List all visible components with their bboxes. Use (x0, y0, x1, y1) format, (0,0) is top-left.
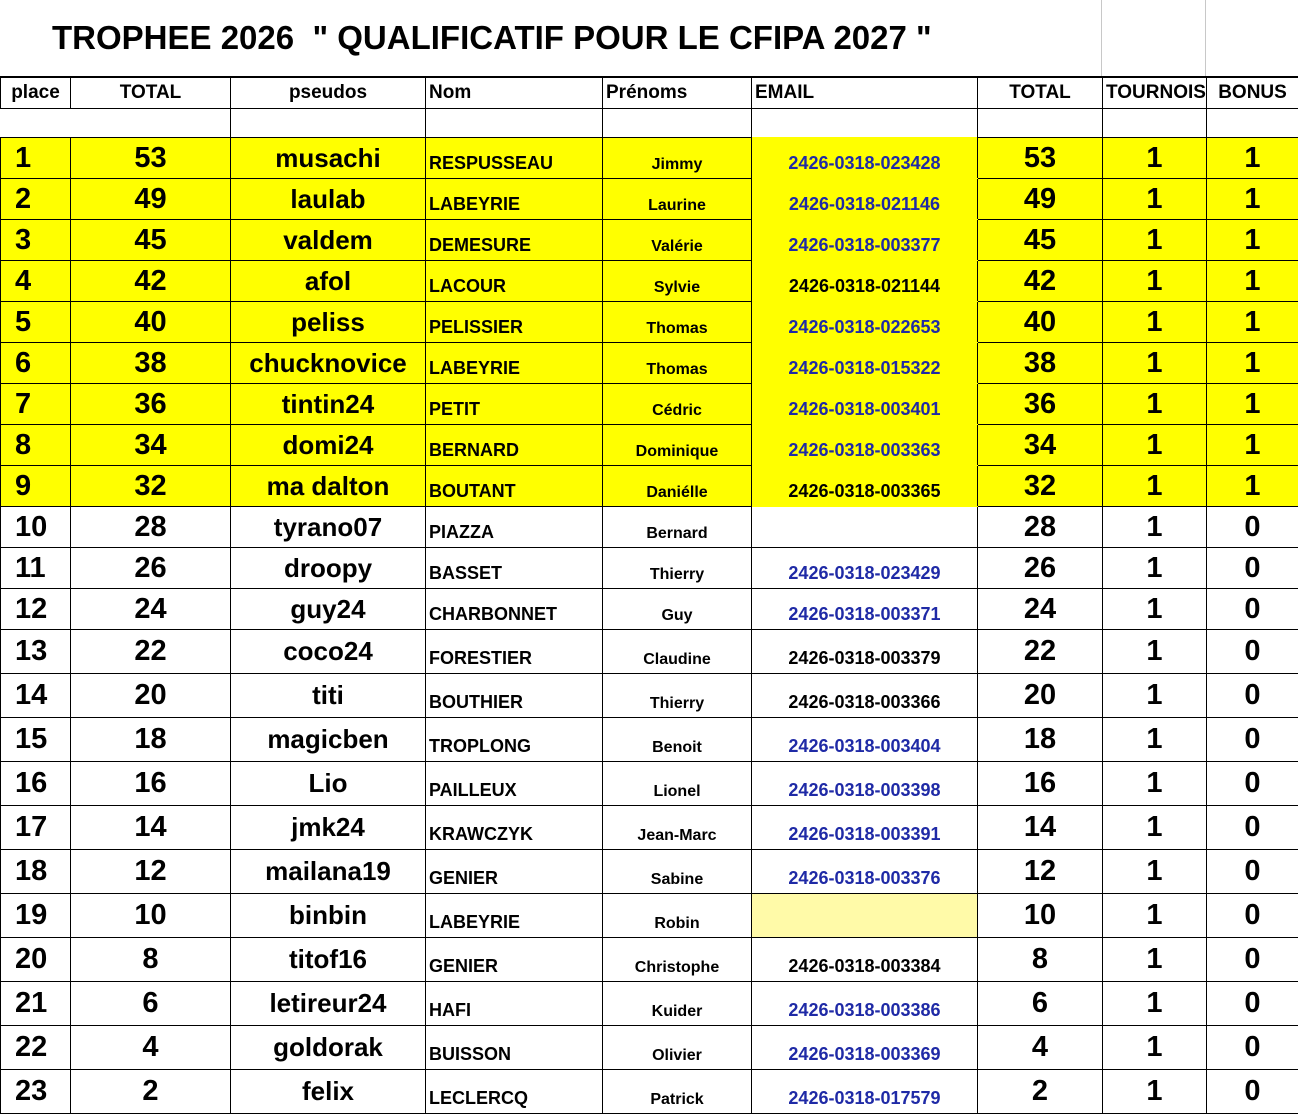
cell-bonus: 1 (1207, 302, 1298, 343)
cell-total-2: 2 (978, 1070, 1103, 1114)
cell-prenom: Jimmy (603, 138, 752, 179)
table-row (1, 548, 1298, 589)
cell-nom: BOUTHIER (426, 674, 603, 718)
cell-tournois: 1 (1103, 220, 1207, 261)
cell-email: 2426-0318-003391 (752, 806, 978, 850)
cell-total-2: 4 (978, 1026, 1103, 1070)
cell-nom: FORESTIER (426, 630, 603, 674)
cell-prenom: Thierry (603, 548, 752, 589)
cell-place: 10 (1, 507, 71, 548)
table-row (1, 674, 1298, 718)
cell-place: 13 (1, 630, 71, 674)
cell-nom: TROPLONG (426, 718, 603, 762)
cell-place: 9 (1, 466, 71, 507)
cell-tournois: 1 (1103, 466, 1207, 507)
cell-pseudo: domi24 (231, 425, 426, 466)
cell-prenom: Thierry (603, 674, 752, 718)
cell-prenom: Cédric (603, 384, 752, 425)
spacer-cell (752, 109, 978, 138)
cell-email: 2426-0318-003363 (752, 425, 978, 466)
cell-prenom: Benoit (603, 718, 752, 762)
table-row (1, 589, 1298, 630)
cell-total: 8 (71, 938, 231, 982)
page-title: TROPHEE 2026 " QUALIFICATIF POUR LE CFIPA 2027 " (0, 0, 1100, 76)
cell-tournois: 1 (1103, 425, 1207, 466)
cell-nom: KRAWCZYK (426, 806, 603, 850)
cell-tournois: 1 (1103, 938, 1207, 982)
cell-email: 2426-0318-003365 (752, 466, 978, 507)
cell-tournois: 1 (1103, 343, 1207, 384)
cell-nom: BASSET (426, 548, 603, 589)
cell-prenom: Thomas (603, 302, 752, 343)
cell-tournois: 1 (1103, 1070, 1207, 1114)
cell-email: 2426-0318-017579 (752, 1070, 978, 1114)
table-row (1, 850, 1298, 894)
cell-total-2: 6 (978, 982, 1103, 1026)
cell-tournois: 1 (1103, 261, 1207, 302)
cell-total: 4 (71, 1026, 231, 1070)
cell-total: 24 (71, 589, 231, 630)
header-tournois: TOURNOIS (1103, 77, 1207, 109)
cell-total: 26 (71, 548, 231, 589)
table-row (1, 507, 1298, 548)
header-total-2: TOTAL (978, 77, 1103, 109)
cell-total: 16 (71, 762, 231, 806)
cell-place: 6 (1, 343, 71, 384)
table-row (1, 630, 1298, 674)
cell-email: 2426-0318-023428 (752, 138, 978, 179)
cell-total: 18 (71, 718, 231, 762)
top-grid-line (1101, 0, 1102, 76)
cell-pseudo: guy24 (231, 589, 426, 630)
cell-tournois: 1 (1103, 179, 1207, 220)
cell-place: 12 (1, 589, 71, 630)
cell-total: 45 (71, 220, 231, 261)
cell-total: 22 (71, 630, 231, 674)
cell-pseudo: chucknovice (231, 343, 426, 384)
cell-email: 2426-0318-003377 (752, 220, 978, 261)
cell-email: 2426-0318-023429 (752, 548, 978, 589)
table-row (1, 343, 1298, 384)
cell-place: 20 (1, 938, 71, 982)
cell-prenom: Guy (603, 589, 752, 630)
table-row (1, 179, 1298, 220)
cell-total-2: 28 (978, 507, 1103, 548)
cell-bonus: 0 (1207, 850, 1298, 894)
cell-pseudo: Lio (231, 762, 426, 806)
cell-total: 2 (71, 1070, 231, 1114)
table-row (1, 384, 1298, 425)
cell-tournois: 1 (1103, 630, 1207, 674)
cell-total: 42 (71, 261, 231, 302)
cell-total-2: 40 (978, 302, 1103, 343)
table-row (1, 220, 1298, 261)
cell-prenom: Dominique (603, 425, 752, 466)
cell-email (752, 894, 978, 938)
cell-email: 2426-0318-022653 (752, 302, 978, 343)
cell-email: 2426-0318-003379 (752, 630, 978, 674)
cell-total-2: 20 (978, 674, 1103, 718)
cell-prenom: Valérie (603, 220, 752, 261)
cell-nom: PETIT (426, 384, 603, 425)
cell-pseudo: tintin24 (231, 384, 426, 425)
spacer-cell (1, 109, 71, 138)
cell-email: 2426-0318-003401 (752, 384, 978, 425)
cell-bonus: 1 (1207, 466, 1298, 507)
header-total: TOTAL (71, 77, 231, 109)
cell-email: 2426-0318-015322 (752, 343, 978, 384)
cell-total: 36 (71, 384, 231, 425)
cell-total-2: 26 (978, 548, 1103, 589)
header-place: place (1, 77, 71, 109)
cell-bonus: 0 (1207, 507, 1298, 548)
cell-place: 5 (1, 302, 71, 343)
cell-total: 6 (71, 982, 231, 1026)
cell-total: 40 (71, 302, 231, 343)
cell-place: 21 (1, 982, 71, 1026)
cell-bonus: 0 (1207, 1070, 1298, 1114)
cell-total: 32 (71, 466, 231, 507)
cell-place: 4 (1, 261, 71, 302)
cell-tournois: 1 (1103, 674, 1207, 718)
cell-place: 8 (1, 425, 71, 466)
cell-pseudo: goldorak (231, 1026, 426, 1070)
header-prenoms: Prénoms (603, 77, 752, 109)
table-row (1, 466, 1298, 507)
top-grid-line (1205, 0, 1206, 76)
cell-bonus: 0 (1207, 894, 1298, 938)
cell-bonus: 0 (1207, 589, 1298, 630)
cell-prenom: Sabine (603, 850, 752, 894)
spacer-cell (426, 109, 603, 138)
table-row (1, 1070, 1298, 1114)
cell-email: 2426-0318-021144 (752, 261, 978, 302)
header-nom: Nom (426, 77, 603, 109)
cell-tournois: 1 (1103, 507, 1207, 548)
cell-email: 2426-0318-021146 (752, 179, 978, 220)
cell-bonus: 1 (1207, 343, 1298, 384)
cell-prenom: Robin (603, 894, 752, 938)
cell-prenom: Patrick (603, 1070, 752, 1114)
cell-place: 11 (1, 548, 71, 589)
cell-pseudo: tyrano07 (231, 507, 426, 548)
cell-place: 19 (1, 894, 71, 938)
cell-pseudo: magicben (231, 718, 426, 762)
ranking-table (0, 76, 1298, 1114)
cell-email: 2426-0318-003369 (752, 1026, 978, 1070)
cell-total-2: 45 (978, 220, 1103, 261)
cell-pseudo: peliss (231, 302, 426, 343)
cell-prenom: Kuider (603, 982, 752, 1026)
cell-nom: PAILLEUX (426, 762, 603, 806)
cell-tournois: 1 (1103, 762, 1207, 806)
table-row (1, 138, 1298, 179)
cell-tournois: 1 (1103, 718, 1207, 762)
cell-total-2: 10 (978, 894, 1103, 938)
cell-email: 2426-0318-003366 (752, 674, 978, 718)
cell-email: 2426-0318-003376 (752, 850, 978, 894)
cell-bonus: 0 (1207, 548, 1298, 589)
spacer-cell (1207, 109, 1298, 138)
cell-total-2: 24 (978, 589, 1103, 630)
cell-prenom: Bernard (603, 507, 752, 548)
cell-nom: GENIER (426, 850, 603, 894)
cell-nom: LABEYRIE (426, 343, 603, 384)
cell-pseudo: felix (231, 1070, 426, 1114)
cell-pseudo: valdem (231, 220, 426, 261)
cell-tournois: 1 (1103, 589, 1207, 630)
cell-bonus: 1 (1207, 220, 1298, 261)
cell-tournois: 1 (1103, 806, 1207, 850)
cell-nom: HAFI (426, 982, 603, 1026)
cell-total-2: 14 (978, 806, 1103, 850)
cell-total: 38 (71, 343, 231, 384)
cell-total-2: 36 (978, 384, 1103, 425)
cell-total-2: 8 (978, 938, 1103, 982)
table-row (1, 894, 1298, 938)
table-row (1, 982, 1298, 1026)
cell-place: 17 (1, 806, 71, 850)
cell-pseudo: laulab (231, 179, 426, 220)
table-row (1, 302, 1298, 343)
cell-bonus: 1 (1207, 138, 1298, 179)
cell-email: 2426-0318-003384 (752, 938, 978, 982)
cell-prenom: Christophe (603, 938, 752, 982)
cell-total: 12 (71, 850, 231, 894)
cell-pseudo: titof16 (231, 938, 426, 982)
cell-place: 14 (1, 674, 71, 718)
cell-pseudo: letireur24 (231, 982, 426, 1026)
table-body (1, 109, 1298, 1114)
cell-nom: CHARBONNET (426, 589, 603, 630)
spacer-cell (978, 109, 1103, 138)
cell-tournois: 1 (1103, 982, 1207, 1026)
cell-bonus: 0 (1207, 806, 1298, 850)
cell-total: 53 (71, 138, 231, 179)
cell-place: 3 (1, 220, 71, 261)
cell-pseudo: musachi (231, 138, 426, 179)
cell-pseudo: droopy (231, 548, 426, 589)
cell-prenom: Jean-Marc (603, 806, 752, 850)
cell-total-2: 53 (978, 138, 1103, 179)
spacer-cell (1103, 109, 1207, 138)
cell-bonus: 0 (1207, 1026, 1298, 1070)
cell-tournois: 1 (1103, 894, 1207, 938)
cell-nom: DEMESURE (426, 220, 603, 261)
cell-total: 34 (71, 425, 231, 466)
table-row (1, 762, 1298, 806)
cell-place: 16 (1, 762, 71, 806)
cell-place: 18 (1, 850, 71, 894)
cell-pseudo: titi (231, 674, 426, 718)
cell-nom: PIAZZA (426, 507, 603, 548)
cell-place: 1 (1, 138, 71, 179)
cell-tournois: 1 (1103, 302, 1207, 343)
header-email: EMAIL (752, 77, 978, 109)
header-row (1, 77, 1298, 109)
cell-nom: BERNARD (426, 425, 603, 466)
spacer-row (1, 109, 1298, 138)
cell-bonus: 0 (1207, 938, 1298, 982)
cell-tournois: 1 (1103, 1026, 1207, 1070)
spacer-cell (603, 109, 752, 138)
cell-nom: RESPUSSEAU (426, 138, 603, 179)
cell-nom: LABEYRIE (426, 894, 603, 938)
cell-bonus: 1 (1207, 384, 1298, 425)
header-bonus: BONUS (1207, 77, 1298, 109)
spacer-cell (71, 109, 231, 138)
cell-total-2: 18 (978, 718, 1103, 762)
table-row (1, 425, 1298, 466)
cell-pseudo: jmk24 (231, 806, 426, 850)
cell-prenom: Olivier (603, 1026, 752, 1070)
cell-total: 49 (71, 179, 231, 220)
cell-prenom: Daniélle (603, 466, 752, 507)
cell-pseudo: afol (231, 261, 426, 302)
cell-tournois: 1 (1103, 384, 1207, 425)
cell-email: 2426-0318-003371 (752, 589, 978, 630)
cell-nom: PELISSIER (426, 302, 603, 343)
cell-prenom: Claudine (603, 630, 752, 674)
cell-nom: GENIER (426, 938, 603, 982)
cell-prenom: Sylvie (603, 261, 752, 302)
cell-total-2: 16 (978, 762, 1103, 806)
cell-place: 15 (1, 718, 71, 762)
cell-pseudo: binbin (231, 894, 426, 938)
cell-total-2: 34 (978, 425, 1103, 466)
cell-bonus: 0 (1207, 718, 1298, 762)
cell-nom: LABEYRIE (426, 179, 603, 220)
cell-total: 20 (71, 674, 231, 718)
spacer-cell (231, 109, 426, 138)
cell-pseudo: mailana19 (231, 850, 426, 894)
table-row (1, 806, 1298, 850)
cell-nom: BOUTANT (426, 466, 603, 507)
cell-tournois: 1 (1103, 138, 1207, 179)
cell-bonus: 1 (1207, 425, 1298, 466)
cell-total-2: 49 (978, 179, 1103, 220)
cell-pseudo: coco24 (231, 630, 426, 674)
cell-email: 2426-0318-003398 (752, 762, 978, 806)
cell-total-2: 32 (978, 466, 1103, 507)
cell-pseudo: ma dalton (231, 466, 426, 507)
cell-total: 14 (71, 806, 231, 850)
cell-total-2: 38 (978, 343, 1103, 384)
cell-nom: LECLERCQ (426, 1070, 603, 1114)
cell-bonus: 1 (1207, 179, 1298, 220)
cell-email: 2426-0318-003404 (752, 718, 978, 762)
cell-prenom: Thomas (603, 343, 752, 384)
cell-bonus: 0 (1207, 630, 1298, 674)
cell-bonus: 0 (1207, 982, 1298, 1026)
cell-email: 2426-0318-003386 (752, 982, 978, 1026)
cell-nom: BUISSON (426, 1026, 603, 1070)
table-row (1, 718, 1298, 762)
cell-prenom: Lionel (603, 762, 752, 806)
cell-email (752, 507, 978, 548)
cell-bonus: 0 (1207, 674, 1298, 718)
table-row (1, 938, 1298, 982)
table-row (1, 1026, 1298, 1070)
cell-nom: LACOUR (426, 261, 603, 302)
cell-place: 23 (1, 1070, 71, 1114)
cell-tournois: 1 (1103, 850, 1207, 894)
cell-tournois: 1 (1103, 548, 1207, 589)
cell-prenom: Laurine (603, 179, 752, 220)
table-row (1, 261, 1298, 302)
cell-total-2: 22 (978, 630, 1103, 674)
cell-total-2: 12 (978, 850, 1103, 894)
cell-place: 7 (1, 384, 71, 425)
cell-bonus: 0 (1207, 762, 1298, 806)
cell-bonus: 1 (1207, 261, 1298, 302)
cell-total-2: 42 (978, 261, 1103, 302)
cell-total: 10 (71, 894, 231, 938)
header-pseudos: pseudos (231, 77, 426, 109)
cell-place: 22 (1, 1026, 71, 1070)
cell-total: 28 (71, 507, 231, 548)
cell-place: 2 (1, 179, 71, 220)
